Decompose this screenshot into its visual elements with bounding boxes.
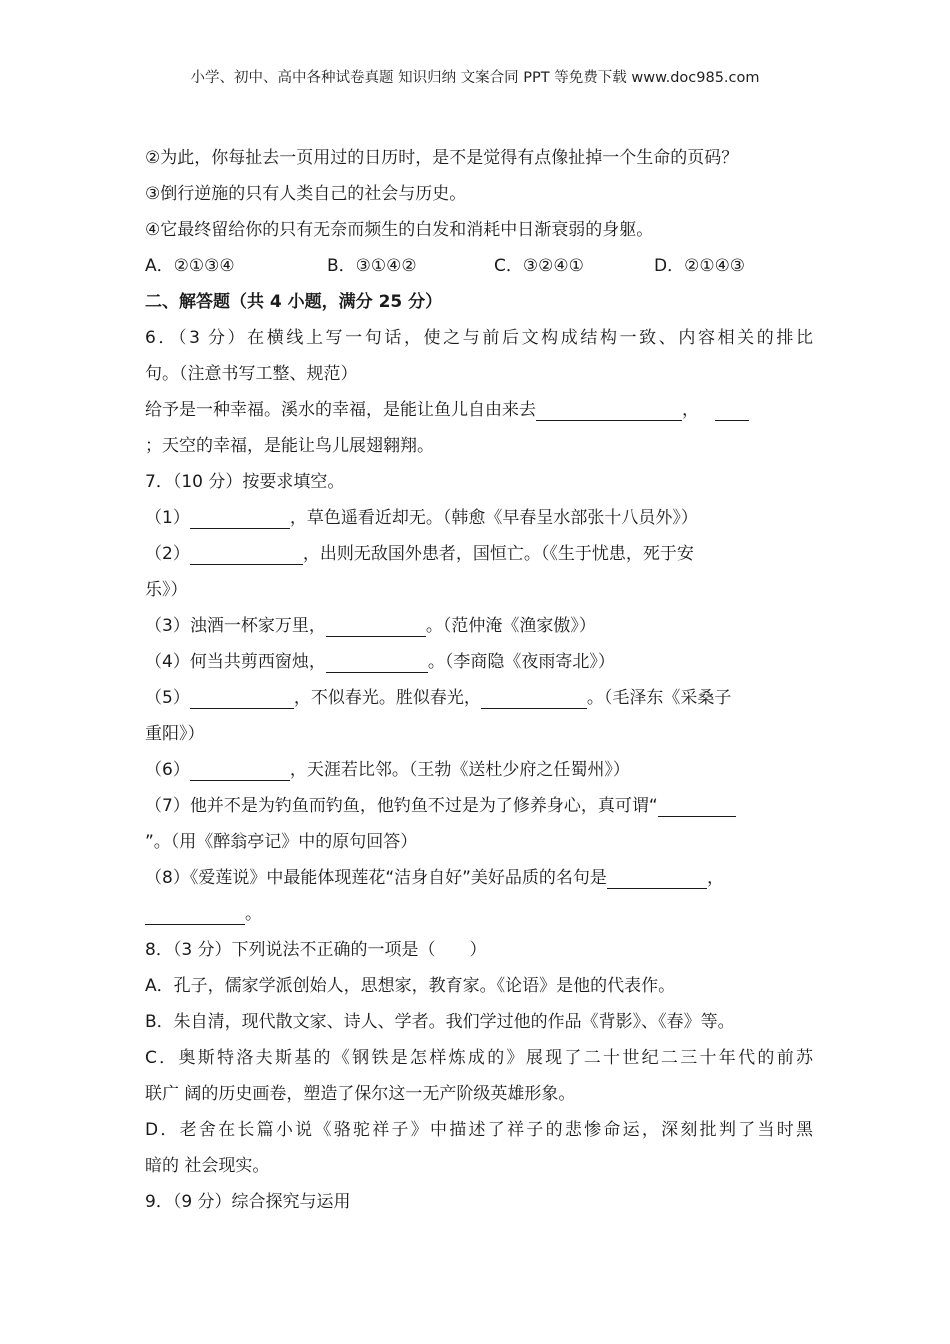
section-2-title: 二、解答题（共 4 小题，满分 25 分） bbox=[145, 292, 443, 312]
q7-blank-3[interactable] bbox=[326, 614, 426, 637]
q7-sub-1 bbox=[145, 500, 813, 536]
q7-blank-2[interactable] bbox=[190, 542, 303, 565]
q7-sub-8-end: 。 bbox=[245, 904, 262, 924]
q7-sub-5-cont: 重阳》） bbox=[145, 724, 205, 744]
q7-sub-4-end: 。（李商隐《夜雨寄北》） bbox=[427, 652, 615, 672]
q7-sub-7-cont: ”。（用《醉翁亭记》中的原句回答） bbox=[145, 832, 418, 852]
q7-sub-6 bbox=[145, 752, 813, 788]
q7-sub-3-end: 。（范仲淹《渔家傲》） bbox=[425, 616, 596, 636]
q8-option-b: B．朱自清，现代散文家、诗人、学者。我们学过他的作品《背影》、《春》等。 bbox=[145, 1012, 735, 1032]
q7-sub-1-num: （1） bbox=[145, 508, 190, 528]
q5-option-d: D．②①④③ bbox=[654, 256, 746, 276]
q5-options bbox=[145, 248, 813, 284]
q5-item-4: ④它最终留给你的只有无奈而频生的白发和消耗中日渐衰弱的身躯。 bbox=[145, 220, 654, 240]
q6-line-4: ；天空的幸福，是能让鸟儿展翅翱翔。 bbox=[145, 436, 434, 456]
q7-sub-5-end: 。（毛泽东《采桑子 bbox=[586, 688, 732, 708]
q8-option-a: A．孔子，儒家学派创始人，思想家，教育家。《论语》是他的代表作。 bbox=[145, 976, 676, 996]
q7-sub-6-num: （6） bbox=[145, 760, 190, 780]
q9-title: 9．（9 分）综合探究与运用 bbox=[145, 1192, 351, 1212]
q7-blank-5a[interactable] bbox=[190, 686, 294, 709]
q6-text-b: ， bbox=[682, 400, 699, 420]
q7-sub-3 bbox=[145, 608, 813, 644]
q7-blank-1[interactable] bbox=[190, 506, 290, 529]
q7-sub-6-text: ，天涯若比邻。（王勃《送杜少府之任蜀州》） bbox=[289, 760, 630, 780]
q7-sub-1-text: ，草色遥看近却无。（韩愈《早春呈水部张十八员外》） bbox=[289, 508, 698, 528]
q7-sub-2-num: （2） bbox=[145, 544, 190, 564]
q5-item-3: ③倒行逆施的只有人类自己的社会与历史。 bbox=[145, 184, 467, 204]
q7-blank-7[interactable] bbox=[658, 794, 736, 817]
q7-sub-2-cont: 乐》） bbox=[145, 580, 188, 600]
q7-sub-8-cont bbox=[145, 896, 813, 932]
q7-sub-8 bbox=[145, 860, 813, 896]
exam-content bbox=[145, 140, 813, 1220]
q7-sub-3-text: （3）浊酒一杯家万里， bbox=[145, 616, 326, 636]
q7-blank-5b[interactable] bbox=[481, 686, 587, 709]
q6-line-2: 句。（注意书写工整、规范） bbox=[145, 364, 358, 384]
q7-sub-7 bbox=[145, 788, 813, 824]
q7-sub-4 bbox=[145, 644, 813, 680]
q6-text-a: 给予是一种幸福。溪水的幸福，是能让鱼儿自由来去 bbox=[145, 400, 536, 420]
page-header: 小学、初中、高中各种试卷真题 知识归纳 文案合同 PPT 等免费下载 www.doc985.com bbox=[190, 70, 760, 86]
q6-line-3 bbox=[145, 392, 813, 428]
q8-option-c-line-1: C．奥斯特洛夫斯基的《钢铁是怎样炼成的》展现了二十世纪二三十年代的前苏 bbox=[145, 1048, 813, 1068]
q5-item-2: ②为此，你每扯去一页用过的日历时，是不是觉得有点像扯掉一个生命的页码？ bbox=[145, 148, 739, 168]
q7-title: 7．（10 分）按要求填空。 bbox=[145, 472, 345, 492]
q7-sub-8-comma: ， bbox=[706, 868, 724, 888]
q7-sub-5-mid: ，不似春光。胜似春光， bbox=[293, 688, 481, 708]
q7-sub-2-text: ，出则无敌国外患者，国恒亡。（《生于忧患，死于安 bbox=[302, 544, 694, 564]
q7-sub-5-num: （5） bbox=[145, 688, 190, 708]
q7-blank-8a[interactable] bbox=[607, 866, 707, 889]
q8-option-d-line-2: 暗的 社会现实。 bbox=[145, 1156, 270, 1176]
q8-option-d-line-1: D．老舍在长篇小说《骆驼祥子》中描述了祥子的悲惨命运，深刻批判了当时黑 bbox=[145, 1120, 813, 1140]
q8-option-c-line-2: 联广 阔的历史画卷，塑造了保尔这一无产阶级英雄形象。 bbox=[145, 1084, 576, 1104]
q7-blank-8b[interactable] bbox=[145, 902, 245, 925]
q6-line-1: 6．（3 分）在横线上写一句话，使之与前后文构成结构一致、内容相关的排比 bbox=[145, 328, 813, 348]
q7-sub-5 bbox=[145, 680, 813, 716]
q7-sub-2 bbox=[145, 536, 813, 572]
q7-sub-4-text: （4）何当共剪西窗烛， bbox=[145, 652, 326, 672]
q5-option-b: B．③①④② bbox=[327, 256, 417, 276]
q7-sub-8-text: （8）《爱莲说》中最能体现莲花“洁身自好”美好品质的名句是 bbox=[145, 868, 607, 888]
q8-title: 8．（3 分）下列说法不正确的一项是（ ） bbox=[145, 940, 487, 960]
q7-blank-4[interactable] bbox=[326, 650, 428, 673]
q7-sub-7-text: （7）他并不是为钓鱼而钓鱼，他钓鱼不过是为了修养身心，真可谓“ bbox=[145, 796, 658, 816]
q6-blank-2[interactable] bbox=[715, 398, 749, 421]
q5-option-c: C．③②④① bbox=[494, 256, 584, 276]
q5-option-a: A．②①③④ bbox=[145, 256, 235, 276]
q6-blank-1[interactable] bbox=[536, 398, 682, 421]
q7-blank-6[interactable] bbox=[190, 758, 290, 781]
